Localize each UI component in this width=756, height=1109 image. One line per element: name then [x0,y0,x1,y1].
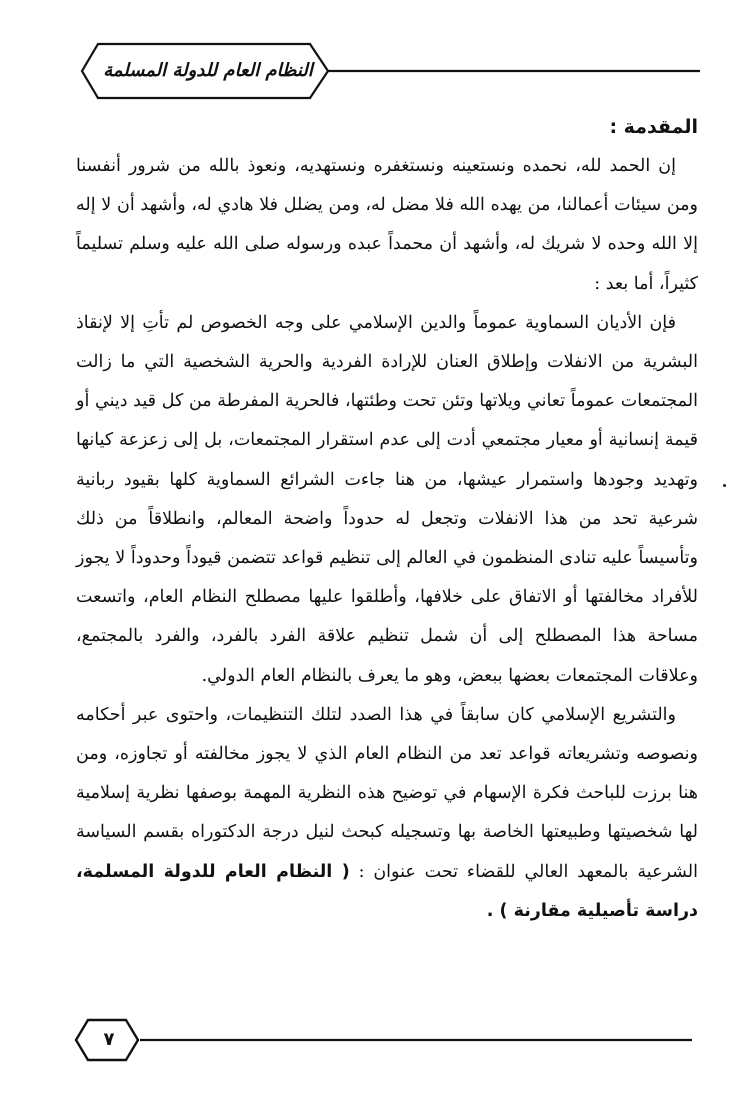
research-title: ( النظام العام للدولة المسلمة، دراسة تأصيلية مقارنة ) . [76,861,698,921]
page-footer [72,1016,692,1064]
section-heading: المقدمة : [609,116,698,138]
paragraph-research [76,696,698,931]
paragraph-religions: فإن الأديان السماوية عموماً والدين الإسلامي على وجه الخصوص لم تأتِ إلا لإنقاذ البشرية من الانفلات وإطلاق العنان للإرادة الفردية والحرية الشخصية التي ما زالت المجتمعات عموماً تعاني ويلاتها وتئن تحت وطئتها، فالحرية المفرطة من كل قيد ديني أو قيمة إنسانية أو معيار مجتمعي أدت إلى عدم استقرار المجتمعات، بل إلى زعزعة كيانها وتهديد وجودها واستمرار عيشها، من هنا جاءت الشرائع السماوية كلها بقيود ربانية شرعية تحد من هذا الانفلات وتجعل له حدوداً واضحة المعالم، وانطلاقاً من ذلك وتأسيساً عليه تنادى المنظمون في العالم إلى تنظيم قواعد تتضمن قيوداً وحدوداً لا يجوز للأفراد مخالفتها أو الاتفاق على خلافها، وأطلقوا عليها مصطلح النظام العام، واتسعت مساحة هذا المصطلح إلى أن شمل تنظيم علاقة الفرد بالفرد، والفرد بالمجتمع، وعلاقات المجتمعات بعضها ببعض، وهو ما يعرف بالنظام العام الدولي. [76,312,698,686]
footer-frame [72,1016,692,1064]
stray-mark [723,484,726,487]
header-title: النظام العام للدولة المسلمة [103,60,313,81]
paragraph-intro: إن الحمد لله، نحمده ونستعينه ونستغفره ونستهديه، ونعوذ بالله من شرور أنفسنا ومن سيئات أعمالنا، من يهده الله فلا مضل له، ومن يضلل فلا هادي له، وأشهد أن لا إله إلا الله وحده لا شريك له، وأشهد أن محمداً عبده ورسوله صلى الله عليه وسلم تسليماً كثيراً، أما بعد : [76,156,698,294]
main-content [76,108,698,931]
page-number: ٧ [103,1029,115,1050]
paragraph-research-text: والتشريع الإسلامي كان سابقاً في هذا الصدد لتلك التنظيمات، واحتوى عبر أحكامه ونصوصه وتشريعاته قواعد تعد من النظام العام الذي لا يجوز مخالفته أو تجاوزه، ومن هنا برزت للباحث فكرة الإسهام في توضيح هذه النظرية المهمة بوصفها نظرية إسلامية لها شخصيتها وطبيعتها الخاصة بها وتسجيله كبحث لنيل درجة الدكتوراه بقسم السياسة الشرعية بالمعهد العالي للقضاء تحت عنوان : [76,704,698,882]
running-header [80,40,700,102]
